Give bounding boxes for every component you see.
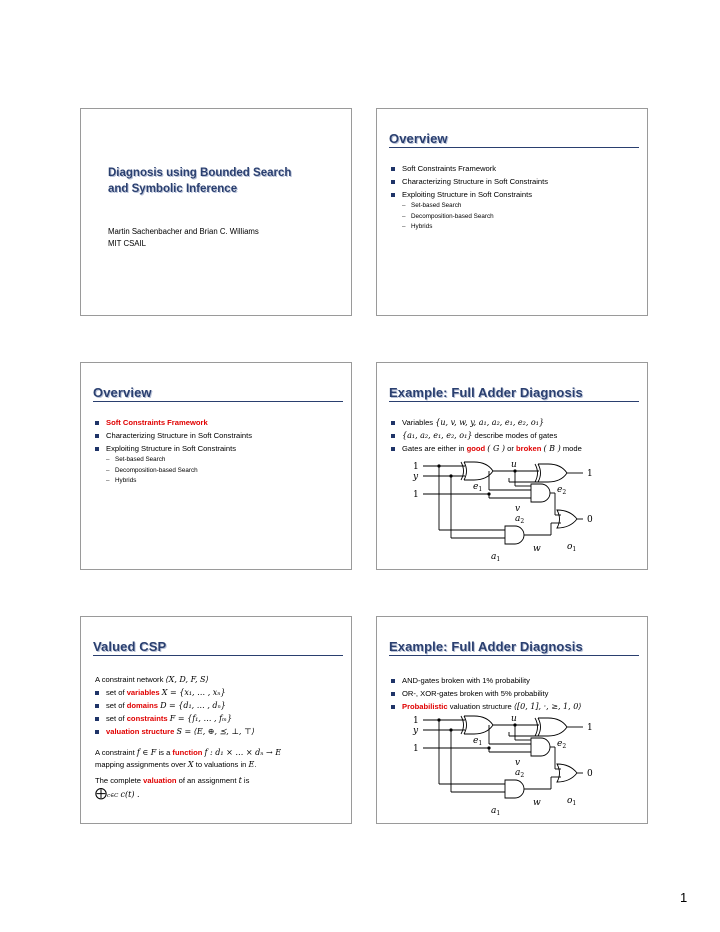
list-item: valuation structure S = ⟨E, ⊕, ⪯, ⊥, ⊤⟩ — [95, 725, 347, 738]
circuit-label: w — [533, 798, 541, 808]
slide-valued-csp — [80, 616, 352, 824]
circuit-label: 1 — [587, 723, 593, 733]
sub-list-item: – Set-based Search — [106, 455, 347, 466]
circuit-label: $a_2$ — [515, 514, 525, 525]
list-item: set of constraints F = {f₁, … , fₘ} — [95, 712, 347, 725]
circuit-label: $e_1$ — [473, 482, 483, 493]
circuit-label: $a_1$ — [491, 806, 501, 816]
csp-intro: A constraint network ⟨X, D, F, S⟩ — [95, 675, 209, 684]
circuit-label: $o_1$ — [567, 796, 577, 807]
slide-title — [80, 108, 352, 316]
list-item: Soft Constraints Framework — [391, 162, 643, 175]
bullet-list — [391, 416, 643, 455]
list-item: Exploiting Structure in Soft Constraints – Set-based Search – Decomposition-based Search – Hybrids — [95, 442, 347, 487]
circuit-label: $o_1$ — [567, 542, 577, 553]
slide-heading: Example: Full Adder Diagnosis — [389, 385, 639, 402]
list-item: Characterizing Structure in Soft Constraints — [95, 429, 347, 442]
circuit-label: y — [413, 726, 419, 736]
bullet-list — [95, 416, 347, 487]
circuit-label: 1 — [413, 490, 419, 500]
circuit-label: y — [413, 472, 419, 482]
list-item: Variables {u, v, w, y, a₁, a₂, e₁, e₂, o₁} — [391, 416, 643, 429]
list-item: set of domains D = {d₁, … , dₙ} — [95, 699, 347, 712]
csp-paragraph: A constraint f ∈ F is a function f : d₁ × … × dₙ → E mapping assignments over X to valuations in E. The complete valuation of an assignment t is ⨁c∈C c(t) . — [95, 748, 282, 800]
slide-heading: Valued CSP — [93, 639, 343, 656]
circuit-label: 1 — [413, 716, 419, 726]
circuit-label: $e_2$ — [557, 485, 567, 496]
slide-full-adder-2 — [376, 616, 648, 824]
list-item: {a₁, a₂, e₁, e₂, o₁} describe modes of gates — [391, 429, 643, 442]
bullet-list — [95, 686, 347, 738]
circuit-label: 1 — [413, 462, 419, 472]
list-item: Exploiting Structure in Soft Constraints – Set-based Search – Decomposition-based Search – Hybrids — [391, 188, 643, 233]
circuit-label: u — [511, 714, 517, 724]
sub-list — [106, 455, 347, 487]
circuit-label: w — [533, 544, 541, 554]
list-item: Probabilistic valuation structure ⟨[0, 1], ·, ≥, 1, 0⟩ — [391, 700, 643, 713]
full-adder-circuit — [411, 458, 611, 562]
sub-list-item: – Hybrids — [402, 222, 643, 233]
bullet-list — [391, 162, 643, 233]
bullet-list — [391, 674, 643, 713]
list-item: Gates are either in good ( G ) or broken ( B ) mode — [391, 442, 643, 455]
slide-heading: Overview — [93, 385, 343, 402]
full-adder-circuit — [411, 712, 611, 816]
slide-heading: Example: Full Adder Diagnosis — [389, 639, 639, 656]
sub-list — [402, 201, 643, 233]
list-item: AND-gates broken with 1% probability — [391, 674, 643, 687]
sub-list-item: – Set-based Search — [402, 201, 643, 212]
circuit-label: u — [511, 460, 517, 470]
sub-list-item: – Decomposition-based Search — [402, 212, 643, 223]
sub-list-item: – Decomposition-based Search — [106, 466, 347, 477]
list-item: Characterizing Structure in Soft Constraints — [391, 175, 643, 188]
slide-overview-2 — [80, 362, 352, 570]
page-number: 1 — [680, 890, 688, 905]
circuit-label: 1 — [587, 469, 593, 479]
circuit-label: $a_1$ — [491, 552, 501, 562]
circuit-label: 1 — [413, 744, 419, 754]
circuit-label: 0 — [587, 515, 593, 525]
slide-heading: Overview — [389, 131, 639, 148]
list-item: Soft Constraints Framework — [95, 416, 347, 429]
circuit-label: v — [515, 504, 521, 514]
slide-authors: Martin Sachenbacher and Brian C. Williams MIT CSAIL — [108, 227, 259, 248]
list-item: set of variables X = {x₁, … , xₙ} — [95, 686, 347, 699]
circuit-label: v — [515, 758, 521, 768]
list-item: OR-, XOR-gates broken with 5% probability — [391, 687, 643, 700]
circuit-label: 0 — [587, 769, 593, 779]
circuit-label: $a_2$ — [515, 768, 525, 779]
circuit-label: $e_1$ — [473, 736, 483, 747]
slide-full-adder-1 — [376, 362, 648, 570]
circuit-label: $e_2$ — [557, 739, 567, 750]
slide-title-heading: Diagnosis using Bounded Search and Symbolic Inference — [108, 167, 292, 195]
sub-list-item: – Hybrids — [106, 476, 347, 487]
slide-overview-1 — [376, 108, 648, 316]
